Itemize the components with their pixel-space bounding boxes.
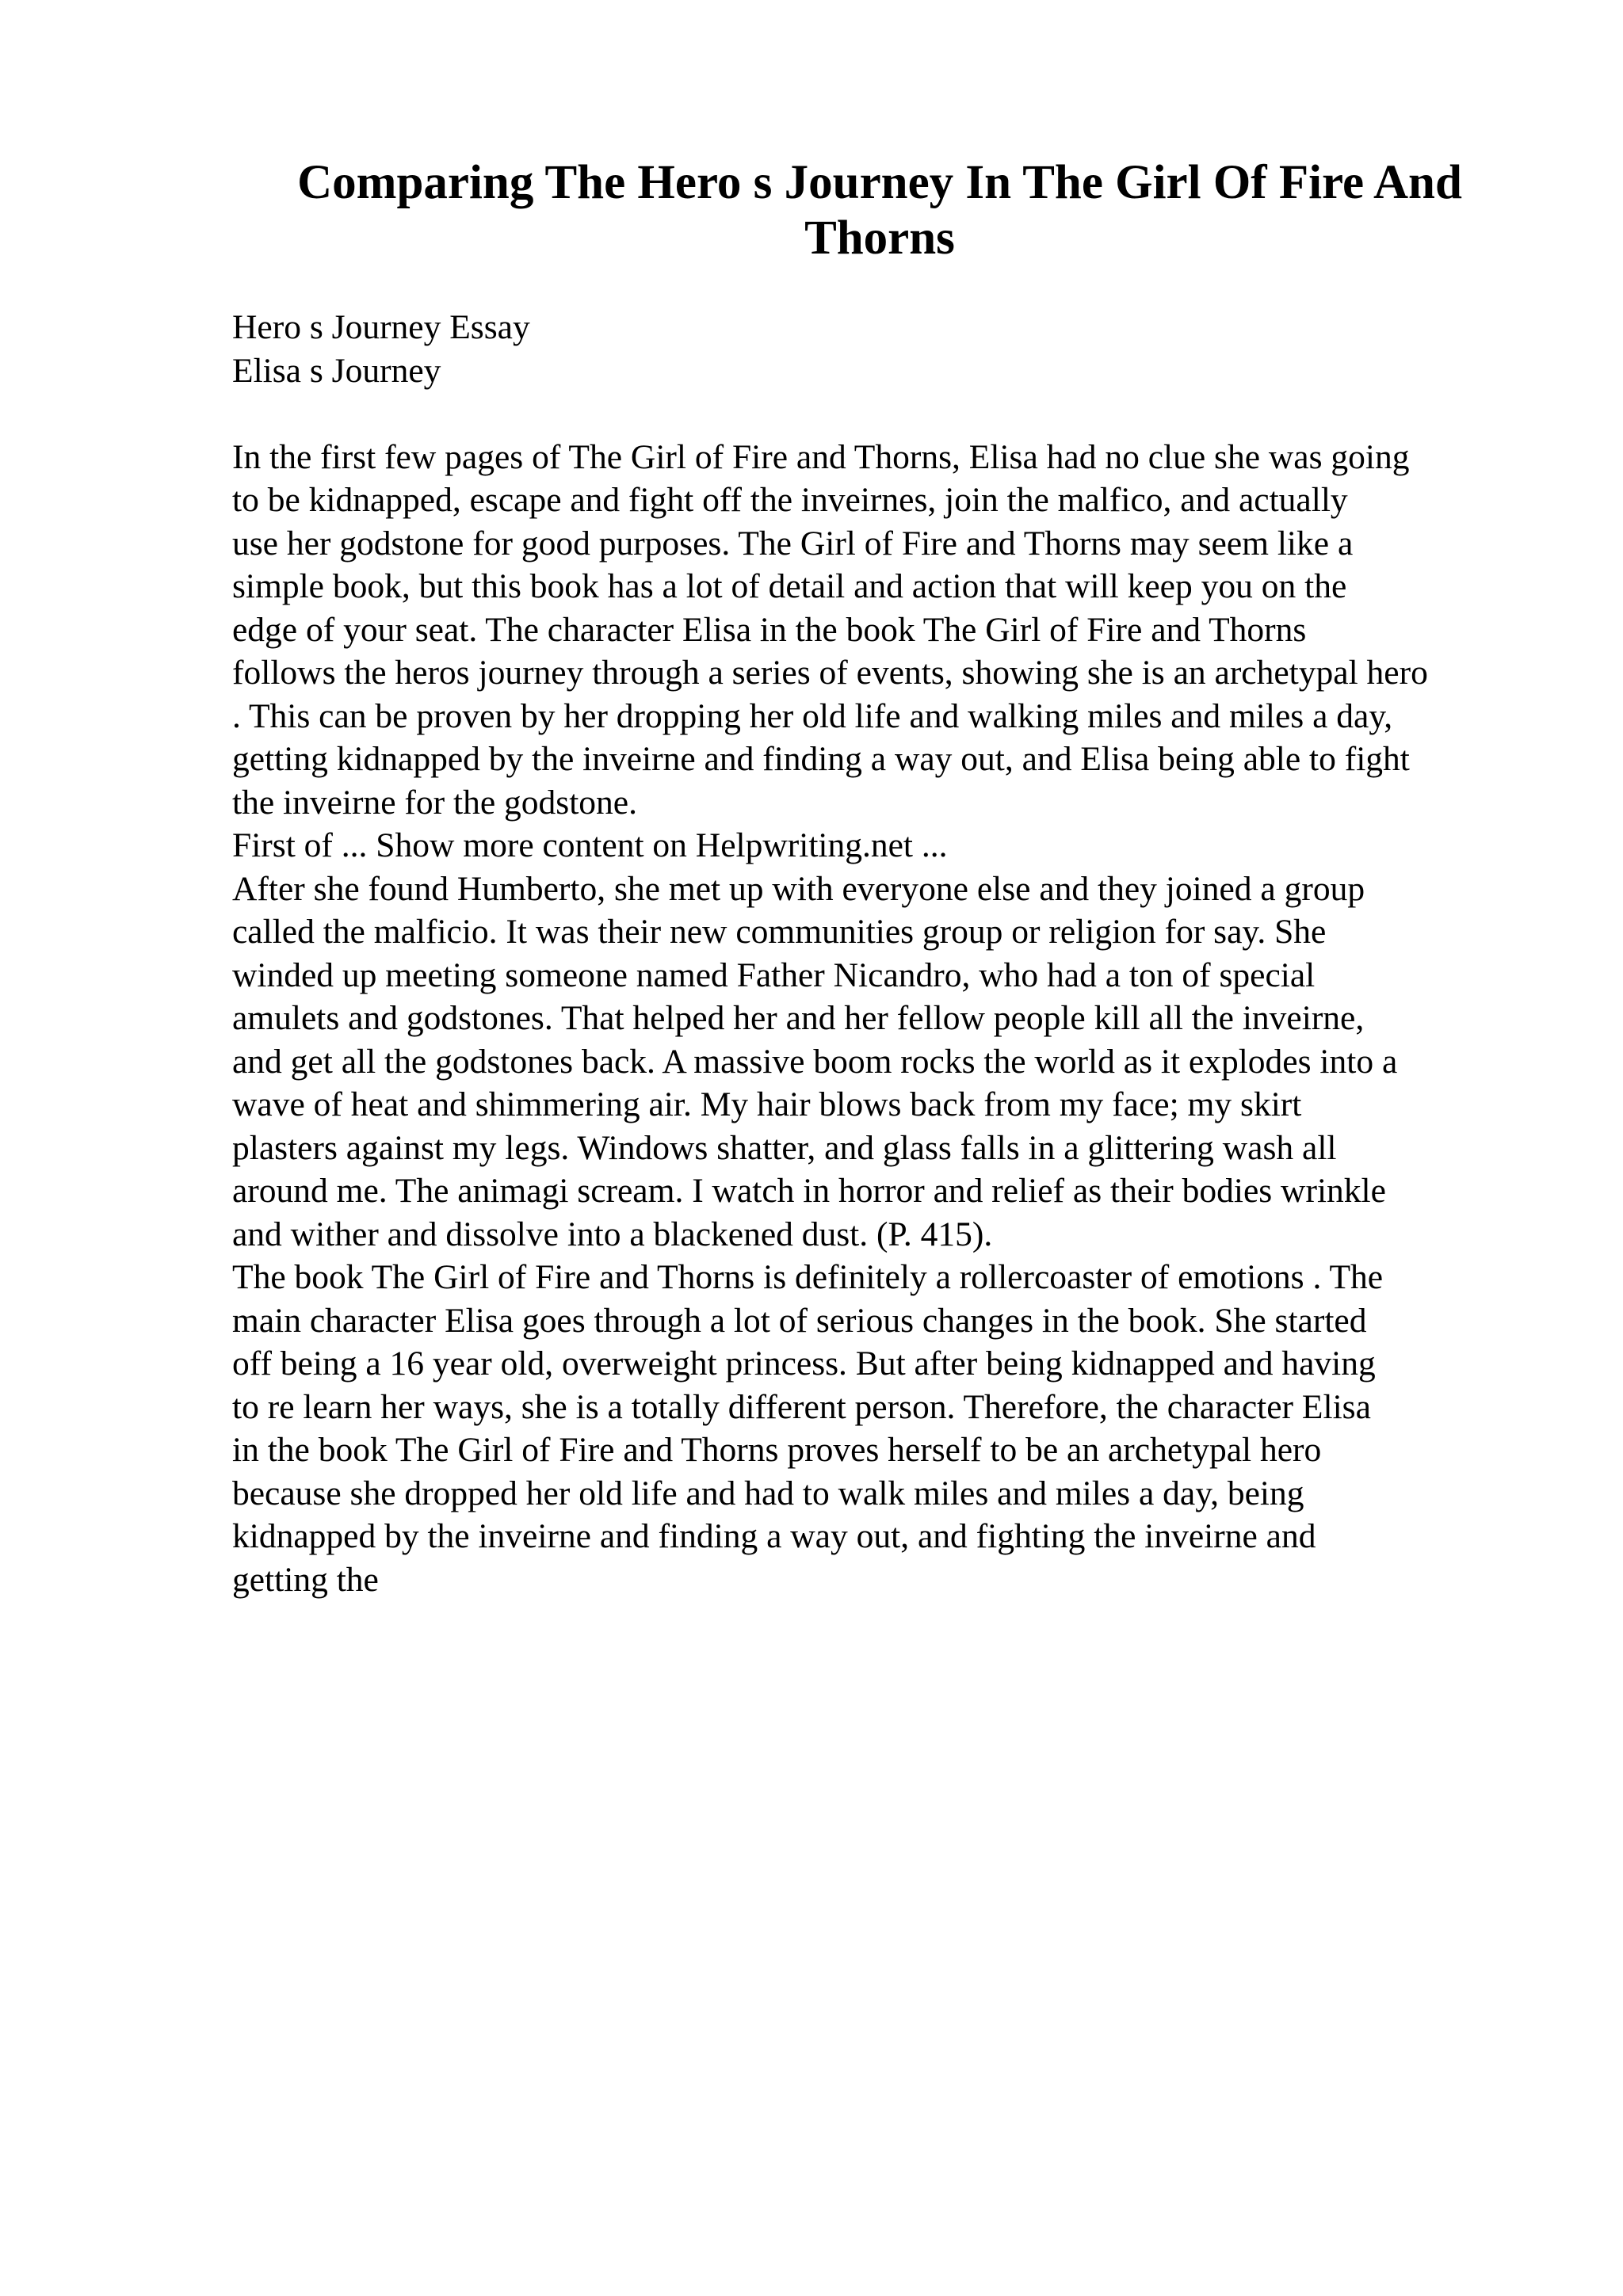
body-line: plasters against my legs. Windows shatter, and glass falls in a glittering wash all [232, 1128, 1337, 1167]
body-line: follows the heros journey through a series of events, showing she is an archetypal hero [232, 654, 1428, 692]
body-line: The book The Girl of Fire and Thorns is definitely a rollercoaster of emotions . The [232, 1258, 1384, 1296]
body-line: simple book, but this book has a lot of detail and action that will keep you on the [232, 567, 1347, 605]
body-line: kidnapped by the inveirne and finding a way out, and fighting the inveirne and [232, 1517, 1316, 1555]
body-line: the inveirne for the godstone. [232, 783, 637, 822]
title-line-1: Comparing The Hero s Journey In The Girl Of Fire And [297, 156, 1462, 209]
body-line: to be kidnapped, escape and fight off the inveirnes, join the malfico, and actually [232, 481, 1348, 519]
essay-section-heading: Elisa s Journey [232, 351, 441, 390]
body-line: use her godstone for good purposes. The Girl of Fire and Thorns may seem like a [232, 524, 1354, 563]
body-line: winded up meeting someone named Father Nicandro, who had a ton of special [232, 955, 1316, 994]
show-more-line: First of ... Show more content on Helpwriting.net ... [232, 826, 948, 864]
body-line: in the book The Girl of Fire and Thorns proves herself to be an archetypal hero [232, 1431, 1322, 1469]
body-line: wave of heat and shimmering air. My hair blows back from my face; my skirt [232, 1085, 1302, 1123]
body-line: called the malficio. It was their new communities group or religion for say. She [232, 913, 1327, 951]
essay-subtitle: Hero s Journey Essay [232, 308, 530, 346]
paragraph-spacer [232, 392, 1532, 436]
body-line: edge of your seat. The character Elisa in the book The Girl of Fire and Thorns [232, 610, 1307, 649]
body-line: getting the [232, 1560, 379, 1599]
body-line: . This can be proven by her dropping her old life and walking miles and miles a day, [232, 696, 1393, 735]
body-line: main character Elisa goes through a lot of serious changes in the book. She started [232, 1301, 1367, 1340]
body-line: and get all the godstones back. A massive boom rocks the world as it explodes into a [232, 1042, 1398, 1081]
body-line: In the first few pages of The Girl of Fire and Thorns, Elisa had no clue she was going [232, 437, 1410, 476]
document-body [232, 306, 1532, 1601]
body-line: and wither and dissolve into a blackened dust. (P. 415). [232, 1215, 993, 1253]
document-title [230, 155, 1529, 266]
body-line: around me. The animagi scream. I watch in horror and relief as their bodies wrinkle [232, 1172, 1386, 1210]
body-line: After she found Humberto, she met up with everyone else and they joined a group [232, 869, 1365, 908]
title-line-2: Thorns [804, 212, 955, 265]
body-line: off being a 16 year old, overweight princess. But after being kidnapped and having [232, 1344, 1376, 1383]
body-line: amulets and godstones. That helped her and her fellow people kill all the inveirne, [232, 999, 1365, 1037]
body-line: getting kidnapped by the inveirne and finding a way out, and Elisa being able to fight [232, 740, 1410, 778]
body-line: because she dropped her old life and had to walk miles and miles a day, being [232, 1474, 1304, 1512]
body-line: to re learn her ways, she is a totally different person. Therefore, the character Elisa [232, 1387, 1371, 1426]
